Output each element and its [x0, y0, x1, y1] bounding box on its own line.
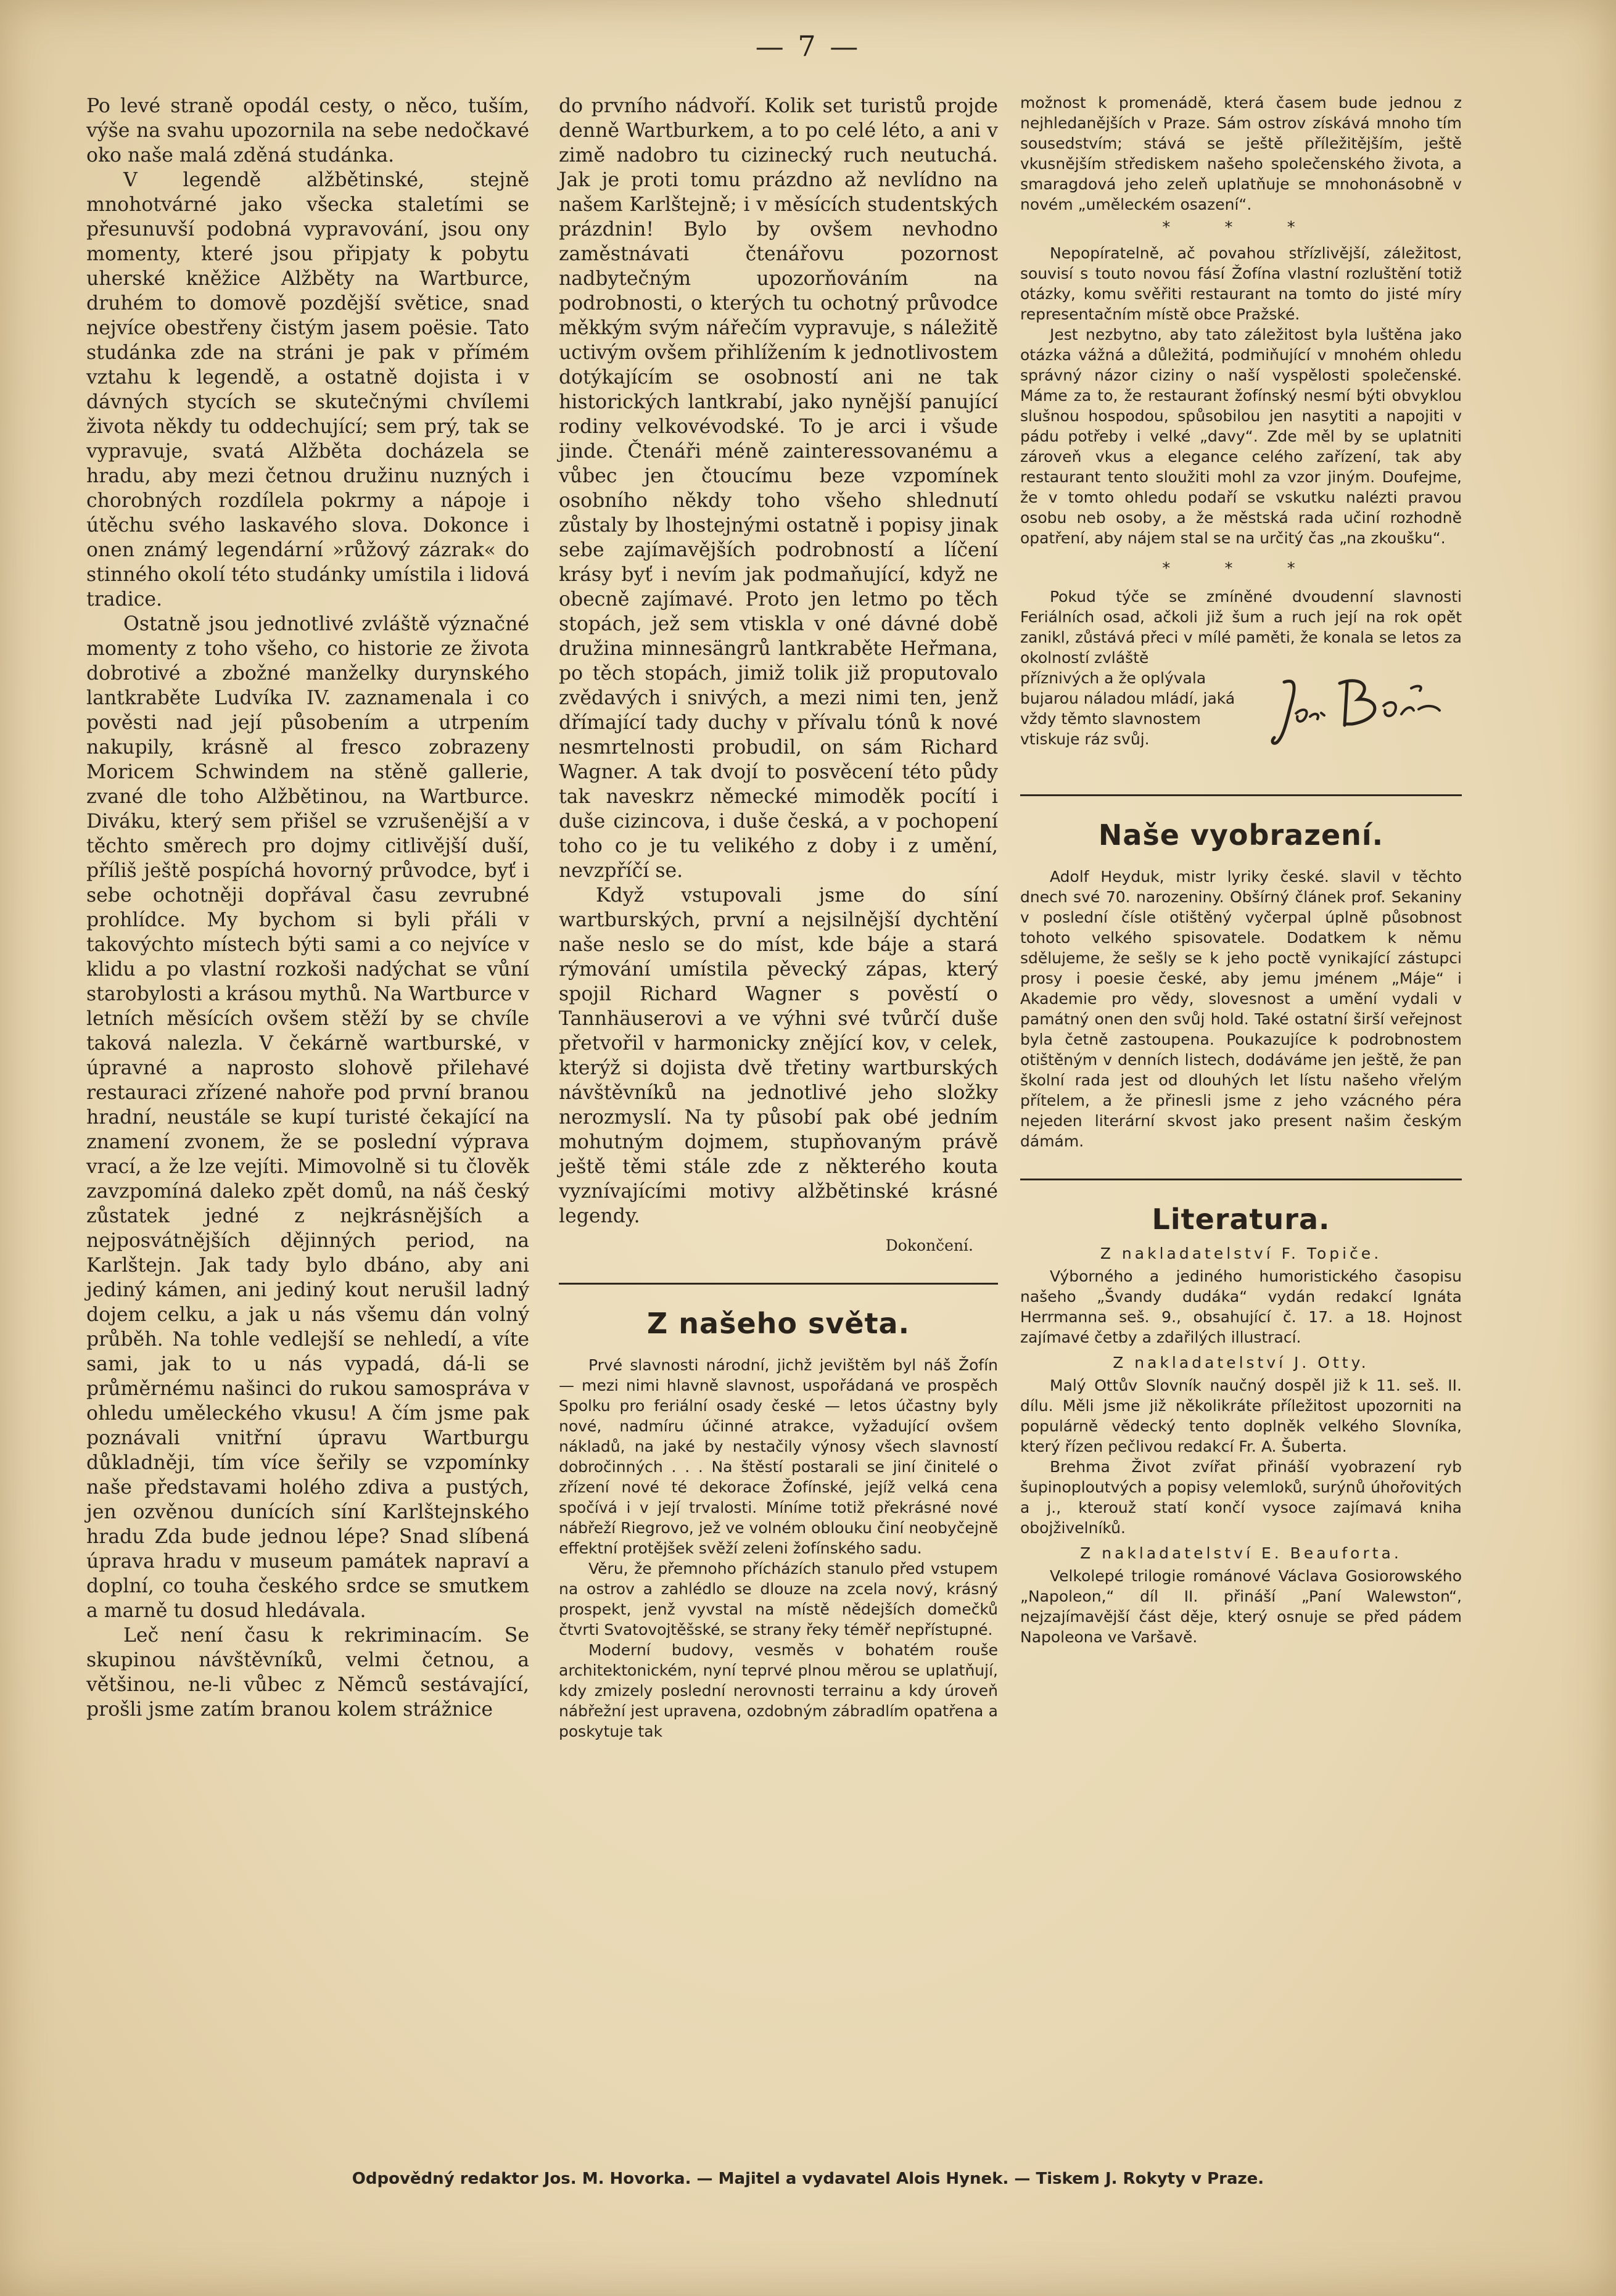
paragraph: do prvního nádvoří. Kolik set turistů projde denně Wartburkem, a to po celé léto, a ani v zimě nadobro tu cizinecký ruch neutuchá. Jak je proti tomu prázdno až nevlídno na našem Karlštejně; i v měsících studentských prázdnin! Bylo by ovšem nevhodno zaměstnávati čtenářovu pozornost nadbytečným upozorňováním na podrobnosti, o kterých tu ochotný průvodce měkkým svým nářečím vypravuje, s náležitě uctivým ovšem přihlížením k jednotlivostem dotýkajícím se osobností ani ne tak historických lantkrabí, jako nynější panující rodiny velkovévodské. To je arci i všude jinde. Čtenáři méně zainteressovanému a vůbec jen čtoucímu beze vzpomínek osobního někdy toho všeho shlednutí zůstaly by lhostejnými ostatně i popisy jinak sebe zajímavějších podrobností a líčení krásy byť i nevím jak podmaňující, když ne obecně zajímavé. Proto jen letmo po těch stopách, jež sem vtiskla v oné dávné době družina minnesängrů lantkraběte Heřmana, po těch stopách, jimiž tolik již proputovalo zvědavých i snivých, a mezi nimi ten, jenž dřímající tady duchy v přívalu tónů k nové nesmrtelnosti probudil, on sám Richard Wagner. A tak dvojí to posvěcení této půdy tak naveskrz německé mimoděk pocítí i duše cizincova, i duše česká, a v pochopení toho co je tu velikého z doby i z umění, nevzpříčí se.: [559, 95, 998, 882]
paragraph: možnost k promenádě, která časem bude jednou z nejhledanějších v Praze. Sám ostrov získává mnoho tím sousedstvím; stává se ještě příležitějším, ještě vkusnějším střediskem našeho společenského života, a smaragdová jeho zeleň uplatňuje se mnohonásobně v novém „uměleckém osazení“.: [1020, 94, 1462, 213]
page-number: — 7 —: [755, 30, 861, 63]
article-ending: Dokončení.: [885, 1236, 973, 1254]
paragraph: Prvé slavnosti národní, jichž jevištěm byl náš Žofín — mezi nimi hlavně slavnost, uspořádaná ve prospěch Spolku pro feriální osady české — letos účastny byly nové, nadmíru účinné atrakce, vyžadující ovšem nákladů, na jaké by nestačily výnosy všech slavností dobročinných . . . Na štěstí postarali se jiní činitelé o zřízení nové té dekorace Žofínské, jejíž velká cena spočívá i v její trvalosti. Míníme totiž překrásné nové nábřeží Riegrovo, jež ve volném oblouku činí neobyčejně effektní protějšek svěží zeleni žofínského sadu.: [559, 1356, 998, 1557]
signature-icon: [1266, 670, 1451, 750]
section-divider: [559, 1283, 998, 1285]
signature-row: [1020, 668, 1462, 751]
middle-column: [559, 94, 998, 1742]
section-title: Literatura.: [1152, 1203, 1330, 1236]
page-footer: Odpovědný redaktor Jos. M. Hovorka. — Majitel a vydavatel Alois Hynek. — Tiskem J. Rokyty v Praze.: [352, 2170, 1264, 2188]
paragraph: Jest nezbytno, aby tato záležitost byla luštěna jako otázka vážná a důležitá, podmiňující v mnohém ohledu správný názor ciziny o naší vyspělosti společenské. Máme za to, že restaurant žofínský nesmí býti obvyklou slušnou hospodou, spůsobilou jen nasytiti a napojiti v pádu potřeby i velké „davy“. Zde měl by se uplatniti zároveň vkus a elegance celého zařízení, tak aby restaurant tento sloužiti mohl za vzor jiným. Doufejme, že v tomto ohledu podaří se vskutku nalézti pravou osobu neb osoby, a že městská rada učiní rozhodně opatření, aby nájem stal se na určitý čas „na zkoušku“.: [1020, 326, 1462, 547]
paragraph: Když vstupovali jsme do síní wartburských, první a nejsilnější dychtění naše neslo se do míst, kde báje a stará rýmování umístila pěvecký zápas, který spojil Richard Wagner s pověstí o Tannhäuserovi a ve výhni své tvůrčí duše přetvořil v harmonicky znějící kov, v celek, kterýž si dojista dvě třetiny wartburských návštěvníků na jednotlivé jeho složky nerozmyslí. Na ty působí pak obé jedním mohutným dojmem, stupňovaným právě ještě těmi stále zde z některého kouta vyznívajícími motivy alžbětinské krásné legendy.: [559, 884, 998, 1227]
left-column: [86, 94, 529, 1722]
publisher-heading: Z nakladatelství E. Beauforta.: [1080, 1544, 1402, 1562]
paragraph: Brehma Život zvířat přináší vyobrazení ryb šupinoploutvých a popisy velemloků, surýnů úhořovitých a j., kterouž statí končí vysoce zajímavá kniha obojživelníků.: [1020, 1458, 1462, 1537]
section-stars: * * *: [1162, 559, 1320, 578]
section-divider: [1020, 1179, 1462, 1180]
publisher-heading: Z nakladatelství J. Otty.: [1113, 1354, 1369, 1372]
paragraph: Moderní budovy, vesměs v bohatém rouše architektonickém, nyní teprvé plnou měrou se uplatňují, kdy zmizely poslední nerovnosti terrainu a kdy úroveň nábřežní jest upravena, ozdobným zábradlím opatřena a poskytuje tak: [559, 1641, 998, 1740]
section-title: Naše vyobrazení.: [1098, 818, 1384, 852]
section-stars: * * *: [1162, 218, 1320, 237]
paragraph: Adolf Heyduk, mistr lyriky české. slavil v těchto dnech své 70. narozeniny. Obšírný článek prof. Sekaniny v poslední čísle otištěný vyčerpal úplně působnost tohoto velkého spisovatele. Dodatkem k němu sdělujeme, že sešly se k jeho poctě vynikající zástupci prosy i poesie české, aby jemu jménem „Máje“ i Akademie pro vědy, slovesnost a umění vydali v památný onen den svůj hold. Také ostatní širší veřejnost byla četně zastoupena. Poukazujíce k podrobnostem otištěným v denních listech, dodáváme jen ještě, že pan školní rada jest od dlouhých let lístu našeho vřelým přítelem, a že přinesli jsme z jeho vzácného péra nejeden literární skvost jako present našim českým dámám.: [1020, 868, 1462, 1150]
paragraph: příznivých a že oplývala bujarou náladou mládí, jaká vždy těmto slavnostem vtiskuje ráz svůj.: [1020, 669, 1235, 748]
author-signature: [1255, 668, 1462, 751]
paragraph: Věru, že přemnoho přícházích stanulo před vstupem na ostrov a zahlédlo se dlouze na zcela nový, krásný prospekt, jenž vyvstal na místě nědejších domečků čtvrti Svatovojtěšské, se strany řeky téměř nepřístupné.: [559, 1560, 998, 1639]
paragraph: Po levé straně opodál cesty, o něco, tuším, výše na svahu upozornila na sebe nedočkavé oko naše malá zděná studánka.: [86, 95, 529, 167]
paragraph: Ostatně jsou jednotlivé zvláště význačné momenty z toho všeho, co historie ze života dobrotivé a zbožné manželky durynského lantkraběte Ludvíka IV. zaznamenala i co pověsti nad její působením a utrpením nakupily, krásně al fresco zobrazeny Moricem Schwindem na stěně gallerie, zvané dle toho Alžbětinou, na Wartburce. Diváku, který sem přišel se vzrušenější a v těchto směrech pro dojmy citlivější duší, příliš ještě pospíchá hovorný průvodce, byť i sebe ochotněji dopřával času zevrubné prohlídce. My bychom si byli přáli v takovýchto místech býti sami a co nejvíce v klidu a po vlastní rozkoši nadýchat se vůní starobylosti a krásou mythů. Na Wartburce v letních měsících ovšem stěží by se chvíle taková nalezla. V čekárně wartburské, v úpravné a naprosto slohově přilehavé restauraci zřízené nahoře pod první branou hradní, neustále se kupí turisté čekající na znamení zvonem, že se poslední výprava vrací, a že lze vejíti. Mimovolně si tu člověk zavzpomíná daleko zpět domů, na náš český zůstatek jedné z nejkrásnějších a nejposvátnějších dějinných period, na Karlštejn. Jak tady bylo dbáno, aby ani jediný kámen, ani jediný kout nerušil ladný dojem celku, a jak u nás všemu dán volný průběh. Na tohle vedlejší se nehledí, a víte sami, jak to u nás vypadá, dá-li se průměrnému našinci do rukou samospráva v ohledu uměleckého vkusu! A čím jsme pak poznávali vnitřní úpravu Wartburgu důkladněji, tím více šeřily se vzpomínky naše představami holého zdiva a pustých, jen ozvěnou dunících síní Karlštejnského hradu Zda bude jednou lépe? Snad slíbená úprava hradu v museum památek napraví a doplní, co touha českého srdce se smutkem a marně tu dosud hledávala.: [86, 613, 529, 1622]
section-divider: [1020, 794, 1462, 796]
paragraph: Malý Ottův Slovník naučný dospěl již k 11. seš. II. dílu. Měli jsme již několikráte příležitost upozorniti na populárně vědecký tento doplněk velkého Slovníka, který řízen pečlivou redakcí Fr. A. Šuberta.: [1020, 1376, 1462, 1455]
paragraph: Leč není času k rekriminacím. Se skupinou návštěvníků, velmi četnou, a většinou, ne-li vůbec z Němců sestávající, prošli jsme zatím branou kolem strážnice: [86, 1624, 529, 1721]
paragraph: Velkolepé trilogie románové Václava Gosiorowského „Napoleon,“ díl II. přináší „Paní Walewston“, nejzajímavější část děje, který osnuje se před pádem Napoleona ve Varšavě.: [1020, 1567, 1462, 1646]
paragraph: Výborného a jediného humoristického časopisu našeho „Švandy dudáka“ vydán redakcí Ignáta Herrmanna seš. 9., obsahující č. 17. a 18. Hojnost zajímavé četby a zdařilých illustrací.: [1020, 1267, 1462, 1346]
paragraph: Nepopíratelně, ač povahou střízlivější, záležitost, souvisí s touto novou fásí Žofína vlastní rozluštění totiž otázky, komu svěřiti restaurant na tomto do jisté míry representačním místě obce Pražské.: [1020, 244, 1462, 323]
section-title: Z našeho světa.: [646, 1307, 910, 1340]
paragraph: V legendě alžbětinské, stejně mnohotvárné jako všecka staletími se přesunuvší podobná vypravování, jsou ony momenty, které jsou připjaty k pobytu uherské kněžice Alžběty na Wartburce, druhém to domově pozdější světice, snad nejvíce obestřeny čistým jasem poësie. Tato studánka zde na stráni je pak v přímém vztahu k legendě, a ostatně dojista i v dávných stycích se skutečnými chvílemi života někdy tu oddechující; sem prý, tak se vypravuje, svatá Alžběta docházela se hradu, aby mezi četnou družinu nuzných i chorobných rozdílela pokrmy a nápoje i útěchu svého laskavého slova. Dokonce i onen známý legendární »růžový zázrak« do stinného okolí této studánky umístila i lidová tradice.: [86, 169, 529, 611]
right-column: [1020, 93, 1462, 1647]
publisher-heading: Z nakladatelství F. Topiče.: [1100, 1245, 1382, 1262]
paragraph: Pokud týče se zmíněné dvoudenní slavnosti Feriálních osad, ačkoli již šum a ruch její na rok opět zanikl, zůstává přeci v mílé paměti, že konala se letos za okolností zvláště: [1020, 588, 1462, 667]
